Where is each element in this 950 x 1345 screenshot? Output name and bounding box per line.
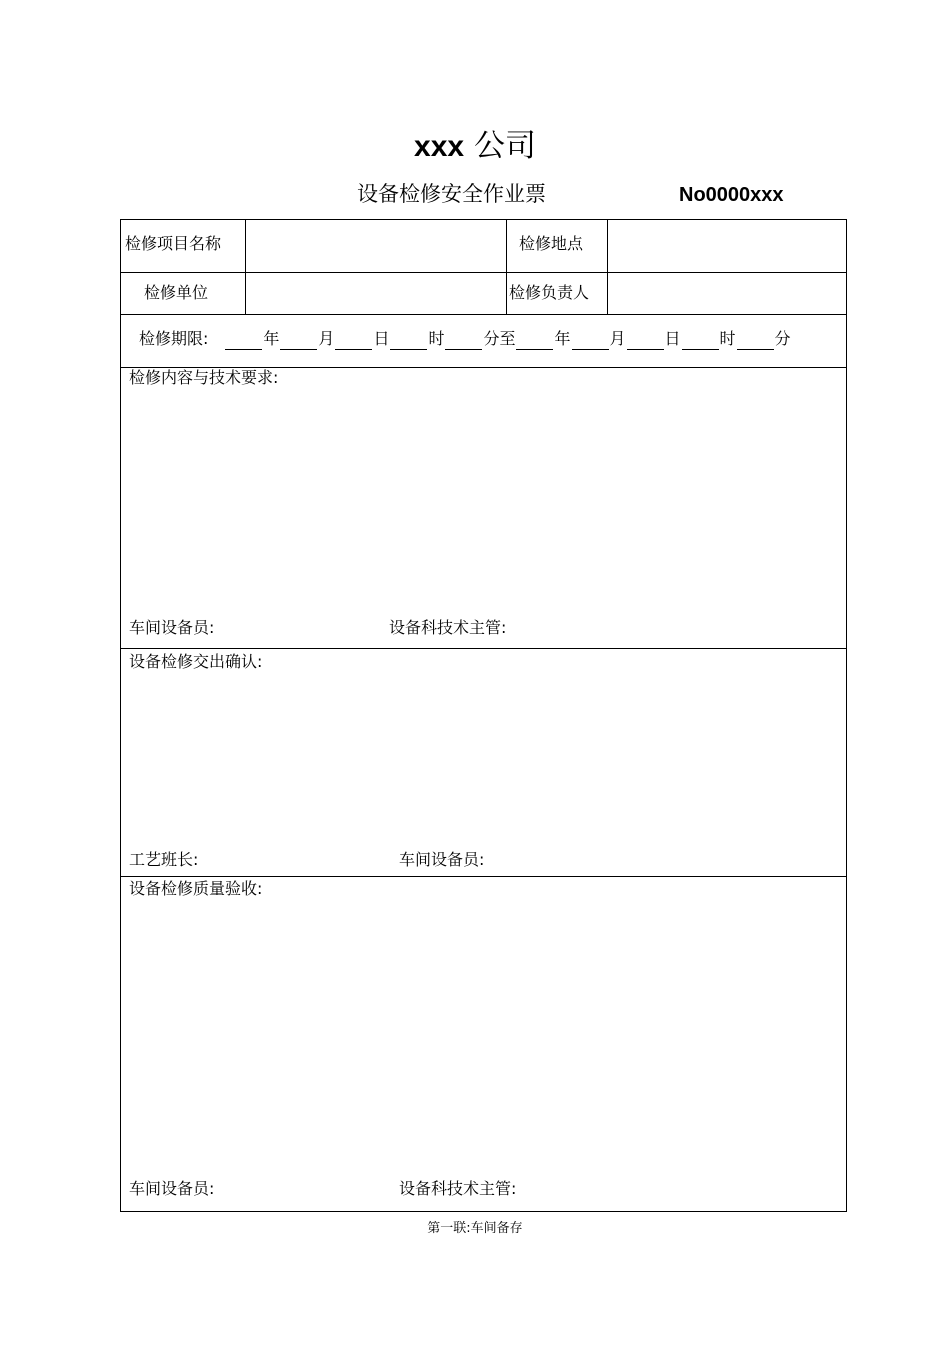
period-start-minute-blank[interactable] xyxy=(445,331,482,350)
period-start-month-blank[interactable] xyxy=(280,331,317,350)
content-sign-right: 设备科技术主管: xyxy=(389,618,507,637)
period-start-day-blank[interactable] xyxy=(335,331,372,350)
period-unit: 月 xyxy=(609,329,626,348)
unit-field[interactable] xyxy=(246,273,506,314)
handover-sign-left: 工艺班长: xyxy=(129,850,199,869)
form-subtitle: 设备检修安全作业票 xyxy=(357,182,546,206)
row-divider-4 xyxy=(121,648,846,649)
period-unit: 年 xyxy=(554,329,571,348)
handover-section-title: 设备检修交出确认: xyxy=(129,652,263,671)
period-row xyxy=(139,328,791,350)
unit-label: 检修单位 xyxy=(144,283,209,302)
period-unit: 年 xyxy=(263,329,280,348)
company-name-prefix: xxx xyxy=(414,130,465,163)
company-name-suffix: 公司 xyxy=(464,128,536,164)
content-textarea[interactable] xyxy=(122,390,846,615)
location-field[interactable] xyxy=(608,221,846,272)
period-unit: 分 xyxy=(774,329,791,348)
acceptance-sign-left: 车间设备员: xyxy=(129,1179,215,1198)
work-ticket-form xyxy=(120,219,847,1212)
period-start-hour-blank[interactable] xyxy=(390,331,427,350)
col-divider-2 xyxy=(506,220,507,314)
period-label: 检修期限: xyxy=(139,329,209,348)
period-unit: 分至 xyxy=(483,329,516,348)
period-unit: 日 xyxy=(664,329,681,348)
location-label: 检修地点 xyxy=(519,234,584,253)
period-unit: 时 xyxy=(719,329,736,348)
acceptance-textarea[interactable] xyxy=(122,901,846,1176)
period-end-hour-blank[interactable] xyxy=(682,331,719,350)
period-start-year-blank[interactable] xyxy=(225,331,262,350)
handover-textarea[interactable] xyxy=(122,674,846,844)
project-name-field[interactable] xyxy=(246,221,506,272)
period-end-month-blank[interactable] xyxy=(572,331,609,350)
period-unit: 月 xyxy=(318,329,335,348)
acceptance-section-title: 设备检修质量验收: xyxy=(129,879,263,898)
period-end-minute-blank[interactable] xyxy=(737,331,774,350)
content-section-title: 检修内容与技术要求: xyxy=(129,368,279,387)
period-unit: 时 xyxy=(428,329,445,348)
row-divider-5 xyxy=(121,876,846,877)
handover-sign-right: 车间设备员: xyxy=(399,850,485,869)
responsible-field[interactable] xyxy=(608,273,846,314)
row-divider-2 xyxy=(121,314,846,315)
period-end-year-blank[interactable] xyxy=(516,331,553,350)
period-unit: 日 xyxy=(373,329,390,348)
company-title xyxy=(0,126,950,167)
period-end-day-blank[interactable] xyxy=(627,331,664,350)
responsible-label: 检修负责人 xyxy=(509,283,590,302)
copy-note-footer: 第一联:车间备存 xyxy=(427,1221,523,1236)
project-name-label: 检修项目名称 xyxy=(125,234,222,253)
acceptance-sign-right: 设备科技术主管: xyxy=(399,1179,517,1198)
content-sign-left: 车间设备员: xyxy=(129,618,215,637)
ticket-number: No0000xxx xyxy=(679,184,784,206)
